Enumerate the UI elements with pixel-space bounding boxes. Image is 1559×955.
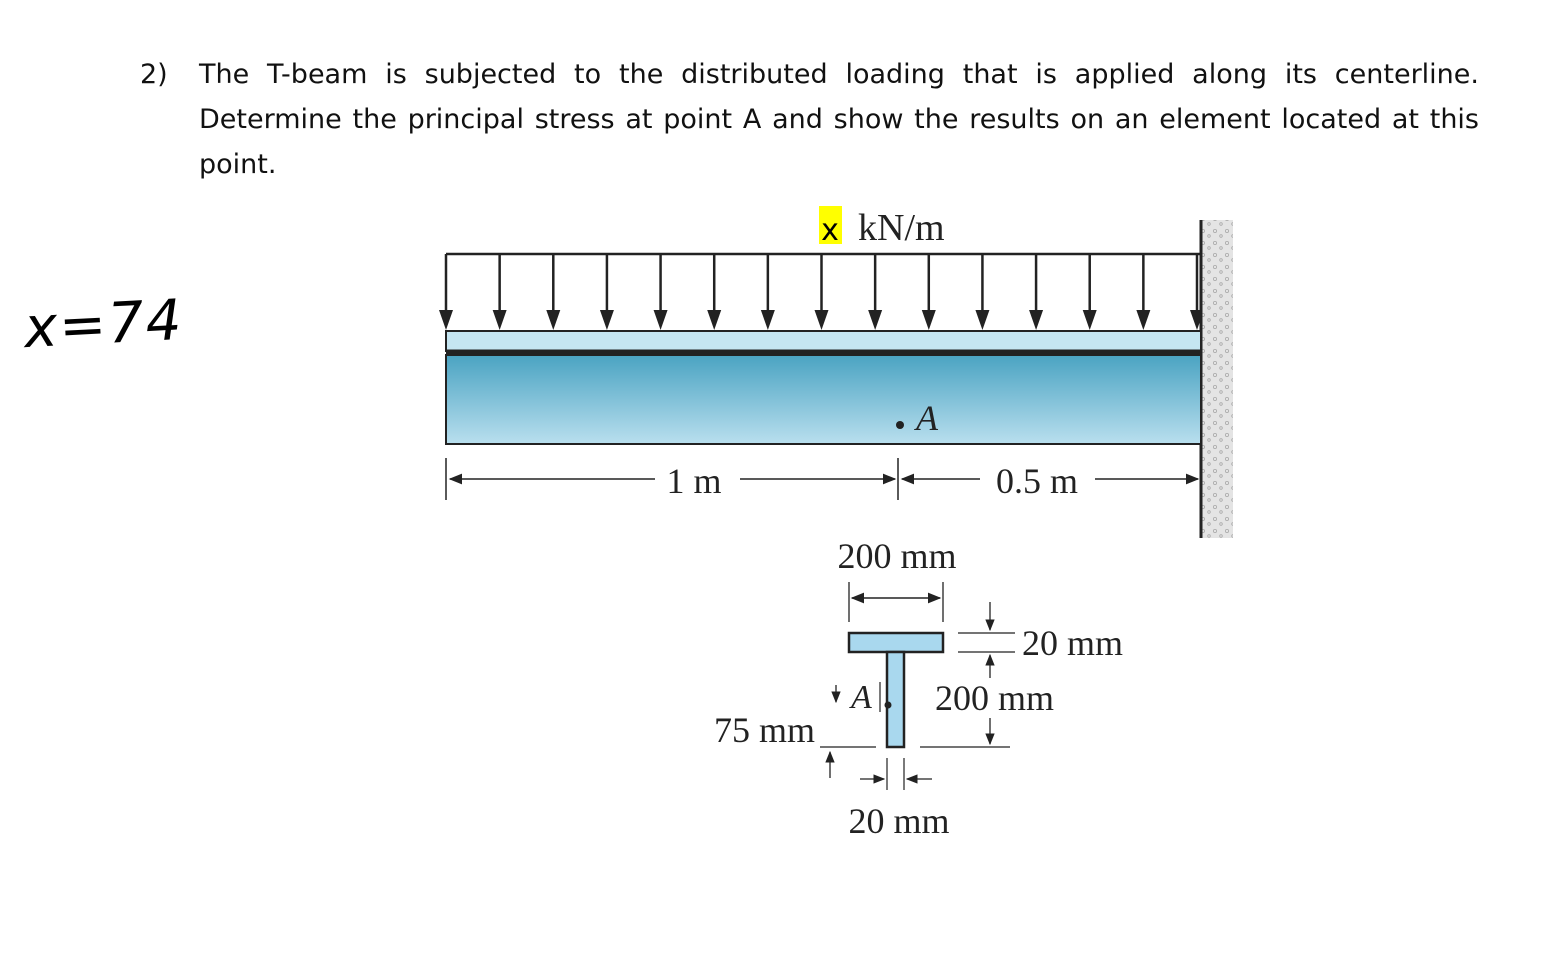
point-a-dot — [896, 421, 904, 429]
load-arrow-head — [493, 310, 507, 330]
web-thickness-label: 20 mm — [848, 801, 950, 841]
load-arrow-head — [707, 310, 721, 330]
load-arrows — [439, 254, 1204, 330]
point-a-height-label: 75 mm — [714, 710, 816, 750]
beam-web — [446, 355, 1201, 444]
load-symbol: x — [821, 213, 839, 248]
load-arrow-head — [975, 310, 989, 330]
load-arrow-head — [868, 310, 882, 330]
flange-thickness-label: 20 mm — [1022, 623, 1124, 663]
flange-width-label: 200 mm — [837, 536, 957, 576]
span-right-label: 0.5 m — [995, 461, 1079, 501]
load-arrow-head — [1136, 310, 1150, 330]
point-a-label: A — [916, 398, 938, 438]
section-point-a-label: A — [851, 679, 872, 716]
wall — [1201, 220, 1233, 538]
problem-text: The T-beam is subjected to the distributed loading that is applied along its centerline. Determine the principal stress at point A and show the results on an element located at this point. — [199, 59, 1479, 180]
load-arrow-head — [1083, 310, 1097, 330]
problem-number: 2) — [140, 59, 168, 90]
load-arrow-head — [546, 310, 560, 330]
web-height-label: 200 mm — [935, 678, 1055, 718]
beam-flange — [446, 331, 1201, 351]
load-arrow-head — [761, 310, 775, 330]
load-arrow-head — [439, 310, 453, 330]
span-left-label: 1 m — [666, 461, 722, 501]
load-arrow-head — [600, 310, 614, 330]
load-arrow-head — [654, 310, 668, 330]
handwritten-note: x=74 — [22, 287, 185, 362]
section-point-a-dot — [885, 702, 892, 709]
section-web — [887, 652, 904, 747]
load-arrow-head — [1029, 310, 1043, 330]
section-flange — [849, 633, 943, 652]
load-arrow-head — [922, 310, 936, 330]
load-unit: kN/m — [858, 207, 945, 249]
load-arrow-head — [815, 310, 829, 330]
